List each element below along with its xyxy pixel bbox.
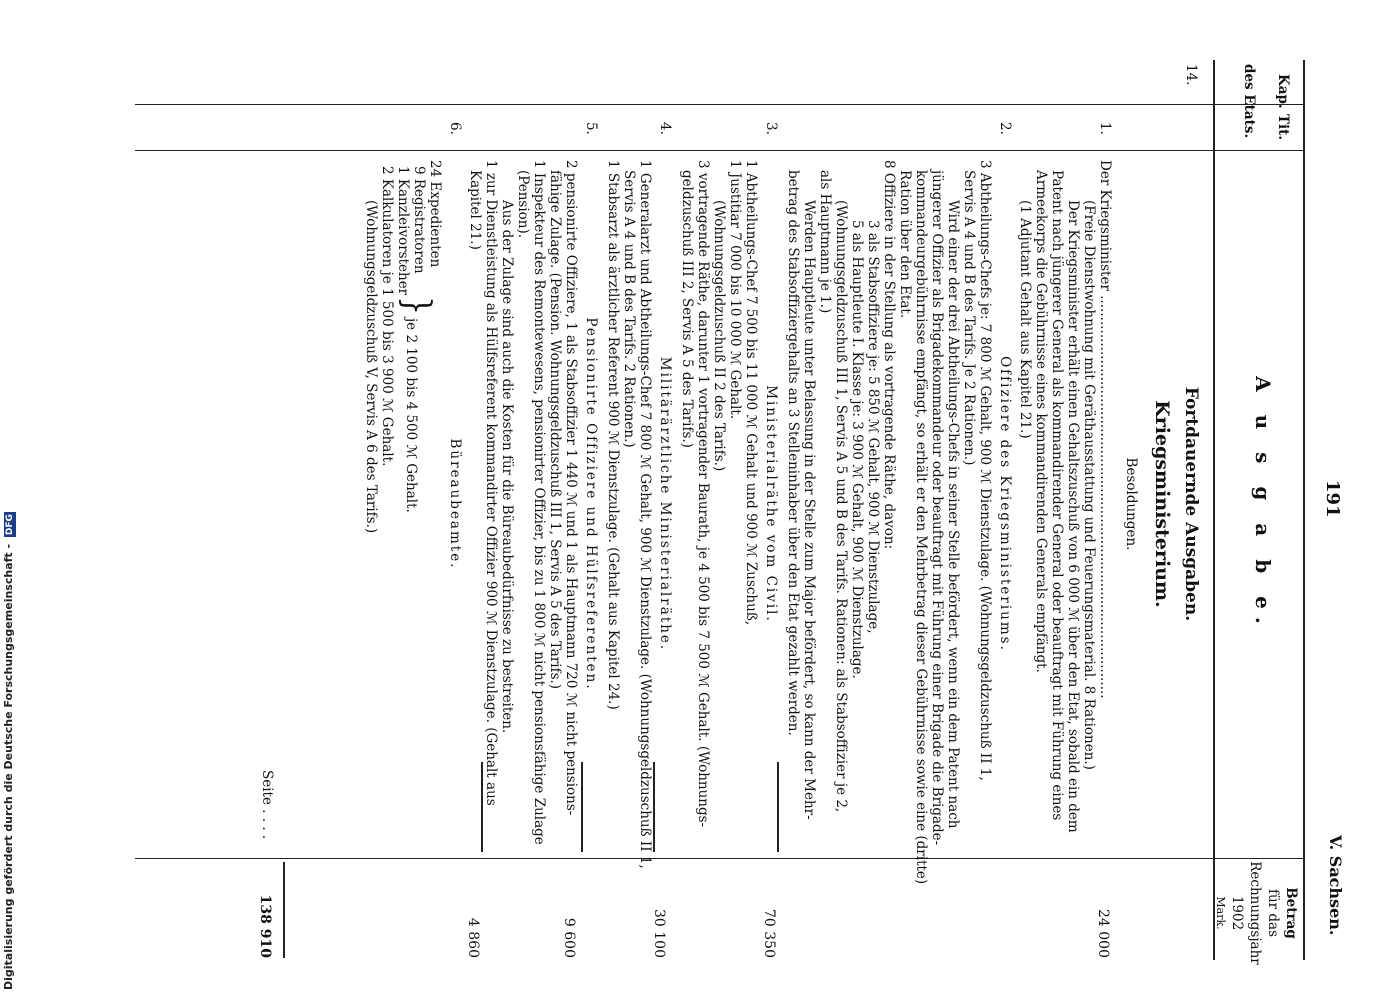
entry-line: Aus der Zulage sind auch die Kosten für die Büreaubedürfnisse zu bestreiten. bbox=[499, 200, 515, 734]
top-rule bbox=[1303, 60, 1305, 960]
entry-line: (Wohnungsgeldzuschuß II 2 des Tarifs.) bbox=[711, 200, 727, 472]
entry-line: kommandeurgebührnisse empfängt, so erhält er den Mehrbetrag dieser Gebührnisse sowie eine (dritte) bbox=[913, 170, 929, 885]
entry-line: Servis A 4 und B des Tarifs. Je 2 Rationen.) bbox=[961, 170, 977, 466]
entry-line: 1 Kanzleivorsteher bbox=[395, 166, 411, 296]
besoldungen-title: Besoldungen. bbox=[1123, 457, 1139, 551]
header-kap: Kap. bbox=[1275, 74, 1291, 109]
entry-line: 1 Stabsarzt als ärztlicher Referent 900 ℳ Dienstzulage. (Gehalt aus Kapitel 24.) bbox=[605, 160, 621, 710]
brace: } bbox=[395, 296, 438, 316]
entry-line: 8 Offiziere in der Stellung als vortragende Räthe, davon: bbox=[881, 160, 897, 550]
tit-number: 3. bbox=[763, 122, 779, 135]
header-betrag: Betrag bbox=[1283, 887, 1299, 939]
header-fuer-das: für das bbox=[1265, 888, 1281, 938]
subtotal-rule bbox=[581, 762, 583, 852]
dfg-logo-icon: DFG bbox=[5, 514, 15, 536]
entry-line: Wird einer der drei Abtheilungs-Chefs in seiner Stelle befördert, wenn ein dem Patent nach bbox=[945, 200, 961, 829]
entry-line: Der Kriegsminister .............................................................................................. bbox=[1097, 160, 1113, 699]
entry-heading: Ministerialräthe vom Civil. bbox=[763, 385, 779, 623]
header-year: 1902 bbox=[1229, 895, 1245, 931]
entry-line: Kapitel 21.) bbox=[467, 170, 483, 250]
kap-tit-rule bbox=[135, 104, 1305, 105]
entry-line: 1 zur Dienstleistung als Hülfsreferent kommandirter Offizier 900 ℳ Dienstzulage. (Gehalt aus bbox=[483, 160, 499, 806]
entry-line: 1 Abtheilungs-Chef 7 500 bis 11 000 ℳ Gehalt und 900 ℳ Zuschuß, bbox=[743, 160, 759, 626]
entry-line: 24 Expedienten bbox=[427, 160, 443, 268]
header-mark: Mark. bbox=[1214, 896, 1227, 930]
state-label: V. Sachsen. bbox=[1326, 835, 1345, 936]
header-rule bbox=[1213, 60, 1215, 960]
entry-line: (Wohnungsgeldzuschuß III 1, Servis A 5 und B des Tarifs. Rationen: als Stabsoffizier je 2, bbox=[833, 200, 849, 813]
kap-number: 14. bbox=[1183, 64, 1199, 86]
ministry-title: Kriegsministerium. bbox=[1151, 400, 1173, 608]
subtotal-rule bbox=[777, 762, 779, 852]
tit-number: 2. bbox=[997, 122, 1013, 135]
entry-amount: 24 000 bbox=[1095, 909, 1111, 958]
entry-amount: 70 350 bbox=[761, 909, 777, 958]
right-col-rule bbox=[135, 858, 1305, 859]
entry-amount: 30 100 bbox=[651, 909, 667, 958]
entry-line: 3 Abtheilungs-Chefs je: 7 800 ℳ Gehalt, 900 ℳ Dienstzulage. (Wohnungsgeldzuschuß II 1, bbox=[977, 160, 993, 781]
entry-line: Ration über den Etat. bbox=[897, 170, 913, 319]
entry-line: betrag des Stabsoffiziergehalts an 3 Stelleninhaber über den Etat gezahlt werden. bbox=[785, 170, 801, 736]
brace-text: je 2 100 bis 4 500 ℳ Gehalt. bbox=[403, 318, 419, 513]
entry-line: fähige Zulage. (Pension. Wohnungsgeldzuschuß III 1, Servis A 5 des Tarifs.) bbox=[547, 170, 563, 690]
entry-line: 9 Registratoren bbox=[411, 166, 427, 274]
header-des-etats: des Etats. bbox=[1241, 64, 1257, 139]
section-title: A u s g a b e. bbox=[1251, 376, 1275, 632]
tit-number: 4. bbox=[657, 122, 673, 135]
entry-line: jüngerer Offizier als Brigadekommandeur oder beauftragt mit Führung einer Brigade die Brigade- bbox=[929, 170, 945, 846]
entry-line: 3 als Stabsoffiziere je: 5 850 ℳ Gehalt, 900 ℳ Dienstzulage, bbox=[865, 220, 881, 634]
tit-number: 6. bbox=[447, 122, 463, 135]
entry-amount: 9 600 bbox=[561, 917, 577, 958]
entry-heading: Offiziere des Kriegsministeriums. bbox=[997, 356, 1013, 652]
entry-line: 3 vortragende Räthe, darunter 1 vortragender Baurath, je 4 500 bis 7 500 ℳ Gehalt. (Wohnungs- bbox=[695, 160, 711, 828]
entry-line: (Wohnungsgeldzuschuß V, Servis A 6 des Tarifs.) bbox=[363, 200, 379, 534]
entry-line: 5 als Hauptleute I. Klasse je: 3 900 ℳ Gehalt, 900 ℳ Dienstzulage. bbox=[849, 220, 865, 679]
subtotal-rule bbox=[653, 762, 655, 852]
subtotal-rule bbox=[481, 762, 483, 852]
entry-line: (Freie Dienstwohnung mit Geräthausstattung und Feuerungsmaterial. 8 Rationen.) bbox=[1081, 200, 1097, 770]
dfg-banner bbox=[2, 512, 16, 990]
entry-line: geldzuschuß III 2, Servis A 5 des Tarifs.) bbox=[679, 170, 695, 448]
entry-line: (1 Adjutant Gehalt aus Kapitel 21.) bbox=[1017, 200, 1033, 439]
entry-heading: Büreaubeamte. bbox=[447, 438, 463, 570]
entry-amount: 4 860 bbox=[465, 917, 481, 958]
page-total: 138 910 bbox=[257, 894, 273, 958]
entry-line: 1 Inspekteur des Remontewesens, pensionirter Offizier, bis zu 1 800 ℳ nicht pensionsfähige Zulage bbox=[531, 160, 547, 845]
entry-line: 2 pensionirte Offiziere, 1 als Stabsoffizier 1 440 ℳ und 1 als Hauptmann 720 ℳ nicht pensions- bbox=[563, 160, 579, 816]
seite-label: Seite . . . . bbox=[259, 770, 275, 840]
entry-line: Werden Hauptleute unter Belassung in der Stelle zum Major befördert, so kann der Mehr- bbox=[801, 200, 817, 820]
entry-line: Der Kriegsminister erhält einen Gehaltszuschuß von 6 000 ℳ über den Etat, sobald ein dem bbox=[1065, 200, 1081, 833]
entry-line: Armeekorps die Gebührnisse eines kommandirenden Generals empfängt. bbox=[1033, 170, 1049, 673]
entry-line: (Pension). bbox=[515, 170, 531, 239]
page-number: 191 bbox=[1322, 480, 1343, 518]
entry-line: Servis A 4 und B des Tarifs. 2 Rationen.) bbox=[621, 170, 637, 448]
entry-line: 1 Justitiar 7 000 bis 10 000 ℳ Gehalt. bbox=[727, 160, 743, 420]
entry-line: Patent nach jüngerer General als kommandirender General oder beauftragt mit Führung eines bbox=[1049, 170, 1065, 821]
header-tit: Tit. bbox=[1275, 114, 1291, 141]
tit-number: 5. bbox=[583, 122, 599, 135]
entry-heading: Militärärztliche Ministerialräthe. bbox=[657, 356, 673, 652]
entry-line: 1 Generalarzt und Abtheilungs-Chef 7 800 ℳ Gehalt, 900 ℳ Dienstzulage. (Wohnungsgeldzuschuß II 1, bbox=[637, 160, 653, 869]
entry-heading: Pensionirte Offiziere und Hülfsreferenten. bbox=[583, 317, 599, 691]
total-rule bbox=[283, 862, 285, 958]
header-rechnungsjahr: Rechnungsjahr bbox=[1247, 861, 1263, 965]
subtitle: Fortdauernde Ausgaben. bbox=[1181, 386, 1201, 622]
entry-line: als Hauptmann je 1.) bbox=[817, 170, 833, 314]
tit-number: 1. bbox=[1097, 122, 1113, 135]
banner-text: Digitalisierung gefördert durch die Deutsche Forschungsgemeinschaft - bbox=[2, 543, 15, 990]
entry-line: 2 Kalkulatoren je 1 500 bis 3 900 ℳ Gehalt. bbox=[379, 166, 395, 467]
